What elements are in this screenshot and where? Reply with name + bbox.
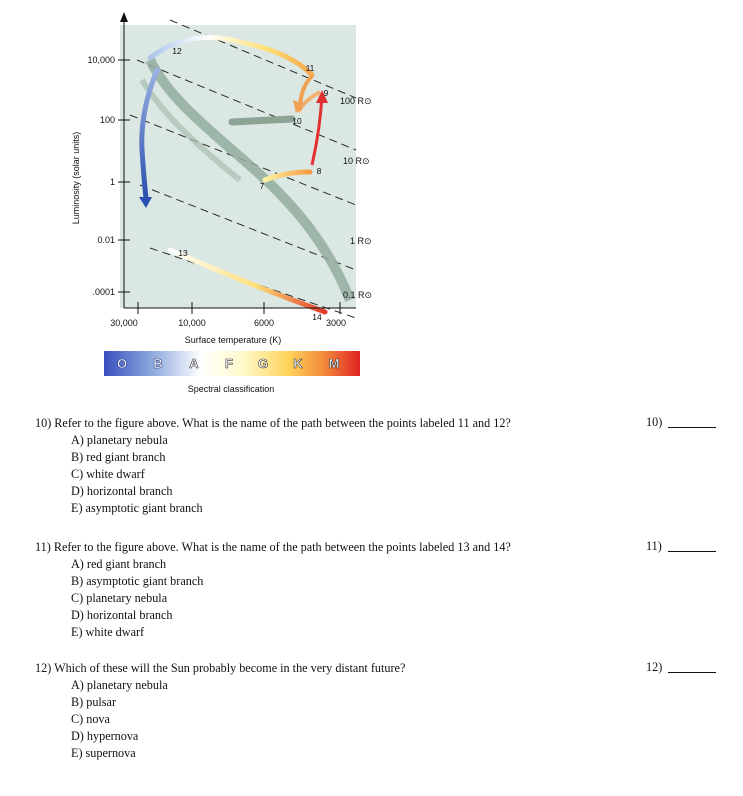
question-11 — [35, 539, 511, 641]
y-tick-label: 1 — [109, 177, 115, 187]
option[interactable]: C) white dwarf — [71, 467, 145, 481]
option[interactable]: A) red giant branch — [71, 557, 167, 571]
option[interactable]: C) planetary nebula — [71, 591, 168, 605]
x-tick-label: 3000 — [325, 318, 347, 328]
answer-blank-12[interactable] — [646, 660, 716, 675]
point-label-13: 13 — [178, 248, 188, 258]
option[interactable]: B) asymptotic giant branch — [71, 574, 204, 588]
spectral-label: Spectral classification — [187, 384, 275, 394]
spectral-class-g: G — [257, 356, 269, 371]
point-label-7: 7 — [259, 181, 265, 191]
option[interactable]: B) pulsar — [71, 695, 117, 709]
x-axis-label: Surface temperature (K) — [184, 335, 282, 345]
option-list — [71, 432, 511, 517]
point-label-9: 9 — [323, 88, 329, 98]
option[interactable]: D) horizontal branch — [71, 484, 173, 498]
answer-blank-10[interactable] — [646, 415, 716, 430]
y-axis-arrow — [120, 12, 128, 22]
radius-label: 1 R⊙ — [350, 236, 372, 246]
answer-line[interactable] — [668, 427, 716, 428]
question-12 — [35, 660, 405, 762]
spectral-class-o: O — [116, 356, 128, 371]
point-label-10: 10 — [292, 116, 302, 126]
option[interactable]: A) planetary nebula — [71, 678, 168, 692]
option[interactable]: B) red giant branch — [71, 450, 166, 464]
option[interactable]: E) white dwarf — [71, 625, 145, 639]
point-label-14: 14 — [312, 312, 322, 322]
x-tick-label: 30,000 — [110, 318, 138, 328]
x-tick-label: 10,000 — [178, 318, 206, 328]
spectral-class-b: B — [153, 356, 163, 371]
radius-label: 0.1 R⊙ — [343, 290, 373, 300]
x-tick-label: 6000 — [253, 318, 275, 328]
option[interactable]: E) supernova — [71, 746, 136, 760]
question-stem: 12) Which of these will the Sun probably become in the very distant future? — [35, 661, 406, 675]
point-label-8: 8 — [316, 166, 322, 176]
answer-line[interactable] — [668, 551, 716, 552]
answer-blank-11[interactable] — [646, 539, 716, 554]
radius-label: 100 R⊙ — [340, 96, 372, 106]
option[interactable]: A) planetary nebula — [71, 433, 168, 447]
question-10 — [35, 415, 511, 517]
option-list — [71, 556, 511, 641]
point-label-11: 11 — [305, 63, 315, 73]
option-list — [71, 677, 405, 762]
option[interactable]: D) hypernova — [71, 729, 139, 743]
y-tick-label: .0001 — [92, 287, 115, 297]
option[interactable]: D) horizontal branch — [71, 608, 173, 622]
point-label-12: 12 — [172, 46, 182, 56]
spectral-class-m: M — [328, 356, 340, 371]
y-tick-label: 100 — [99, 115, 115, 125]
y-tick-label: 0.01 — [97, 235, 115, 245]
question-stem: 11) Refer to the figure above. What is the name of the path between the points labeled 13 and 14? — [35, 540, 511, 554]
horizontal-branch-band — [232, 119, 292, 122]
question-stem: 10) Refer to the figure above. What is the name of the path between the points labeled 11 and 12? — [35, 416, 511, 430]
spectral-class-k: K — [293, 356, 303, 371]
y-tick-label: 10,000 — [87, 55, 115, 65]
option[interactable]: C) nova — [71, 712, 110, 726]
answer-label: 12) — [646, 660, 663, 674]
answer-label: 10) — [646, 415, 663, 429]
y-axis-label: Luminosity (solar units) — [71, 131, 81, 225]
option[interactable]: E) asymptotic giant branch — [71, 501, 203, 515]
radius-label: 10 R⊙ — [343, 156, 370, 166]
answer-line[interactable] — [668, 672, 716, 673]
answer-label: 11) — [646, 539, 662, 553]
spectral-class-f: F — [225, 356, 233, 371]
spectral-class-a: A — [189, 356, 199, 371]
